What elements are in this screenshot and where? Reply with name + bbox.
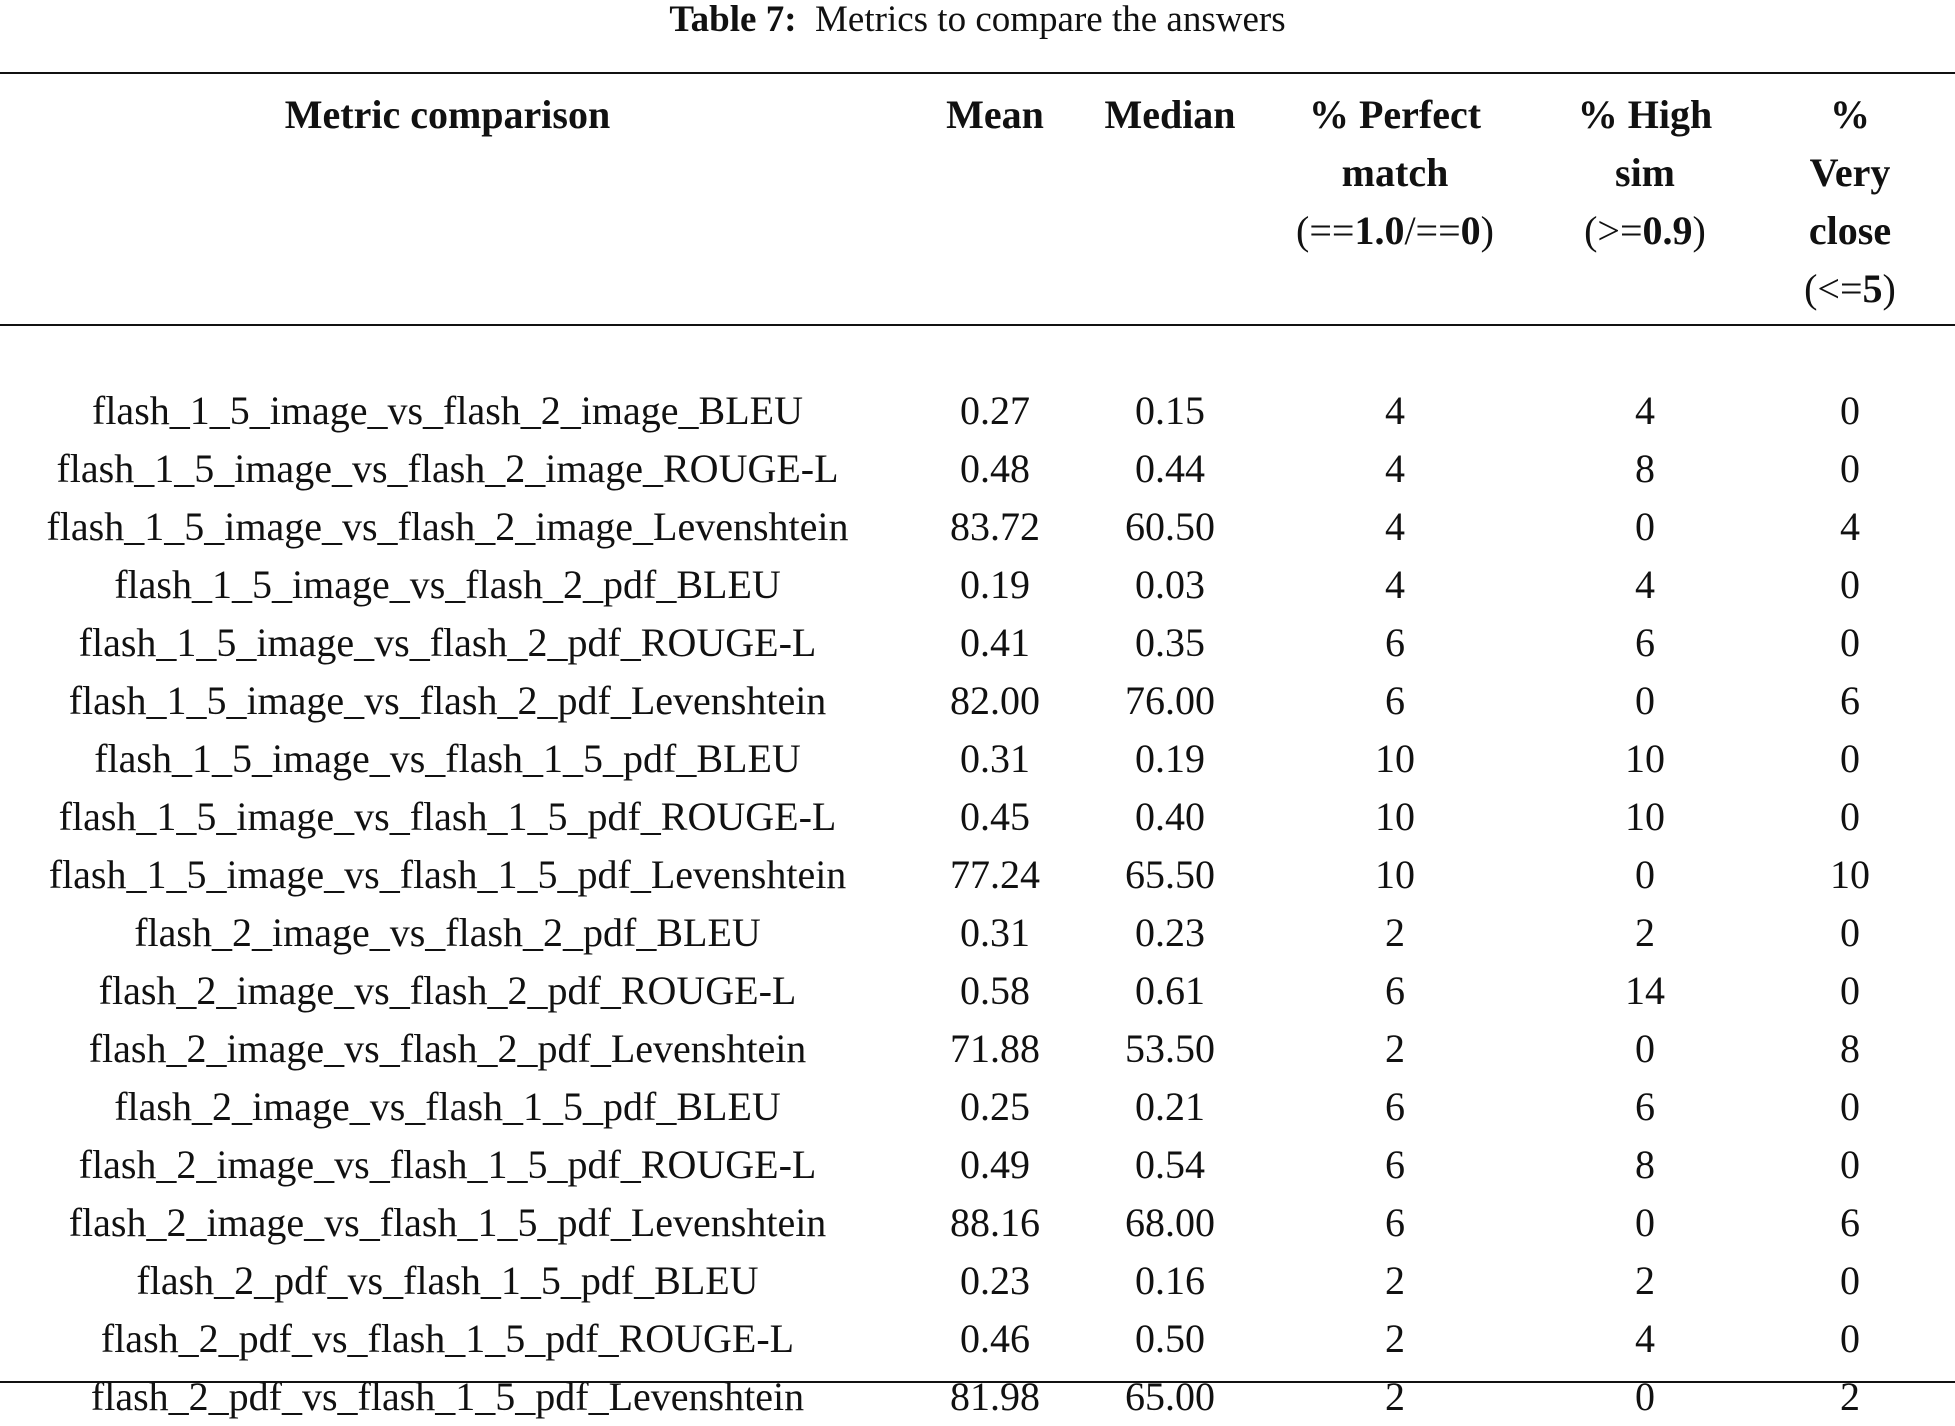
table-row	[0, 730, 1955, 788]
cell-close: 0	[1840, 620, 1860, 665]
cell-high: 8	[1635, 1142, 1655, 1187]
cell-close: 6	[1840, 1200, 1860, 1245]
cell-metric: flash_1_5_image_vs_flash_2_pdf_Levenshtein	[68, 678, 827, 723]
cell-close: 6	[1840, 678, 1860, 723]
cell-high: 2	[1635, 1258, 1655, 1303]
cell-perfect: 2	[1385, 910, 1405, 955]
cell-metric: flash_2_image_vs_flash_1_5_pdf_BLEU	[114, 1084, 781, 1129]
cell-metric: flash_1_5_image_vs_flash_1_5_pdf_Levenshtein	[48, 852, 847, 897]
cell-mean: 81.98	[950, 1374, 1040, 1419]
table-row	[0, 672, 1955, 730]
cell-metric: flash_1_5_image_vs_flash_2_image_ROUGE-L	[56, 446, 839, 491]
cell-median: 0.23	[1135, 910, 1205, 955]
cell-mean: 82.00	[950, 678, 1040, 723]
cell-median: 0.16	[1135, 1258, 1205, 1303]
cell-close: 0	[1840, 1258, 1860, 1303]
table-title: Metrics to compare the answers	[815, 0, 1286, 40]
table-row	[0, 556, 1955, 614]
cell-mean: 88.16	[950, 1200, 1040, 1245]
cell-mean: 0.49	[960, 1142, 1030, 1187]
cell-median: 0.50	[1135, 1316, 1205, 1361]
cell-perfect: 4	[1385, 388, 1405, 433]
cell-metric: flash_1_5_image_vs_flash_2_pdf_ROUGE-L	[78, 620, 817, 665]
cell-perfect: 4	[1385, 562, 1405, 607]
cell-close: 10	[1830, 852, 1870, 897]
col-header-very-close: % Very close (<=5)	[1804, 92, 1896, 311]
cell-mean: 0.31	[960, 736, 1030, 781]
cell-mean: 71.88	[950, 1026, 1040, 1071]
cell-high: 10	[1625, 794, 1665, 839]
cell-median: 53.50	[1125, 1026, 1215, 1071]
cell-median: 65.00	[1125, 1374, 1215, 1419]
cell-metric: flash_2_image_vs_flash_1_5_pdf_ROUGE-L	[78, 1142, 817, 1187]
cell-mean: 0.45	[960, 794, 1030, 839]
cell-high: 8	[1635, 446, 1655, 491]
cell-close: 0	[1840, 968, 1860, 1013]
table-row	[0, 962, 1955, 1020]
cell-close: 0	[1840, 1142, 1860, 1187]
cell-median: 0.15	[1135, 388, 1205, 433]
cell-median: 0.21	[1135, 1084, 1205, 1129]
cell-metric: flash_1_5_image_vs_flash_1_5_pdf_ROUGE-L	[58, 794, 837, 839]
cell-close: 0	[1840, 446, 1860, 491]
cell-median: 0.44	[1135, 446, 1205, 491]
cell-median: 68.00	[1125, 1200, 1215, 1245]
cell-median: 0.03	[1135, 562, 1205, 607]
cell-median: 0.19	[1135, 736, 1205, 781]
cell-perfect: 2	[1385, 1316, 1405, 1361]
cell-metric: flash_2_image_vs_flash_2_pdf_ROUGE-L	[98, 968, 797, 1013]
cell-median: 0.54	[1135, 1142, 1205, 1187]
cell-metric: flash_1_5_image_vs_flash_1_5_pdf_BLEU	[94, 736, 801, 781]
cell-close: 0	[1840, 1316, 1860, 1361]
cell-high: 4	[1635, 388, 1655, 433]
cell-metric: flash_1_5_image_vs_flash_2_pdf_BLEU	[114, 562, 781, 607]
cell-metric: flash_1_5_image_vs_flash_2_image_Levenshtein	[46, 504, 849, 549]
cell-metric: flash_2_image_vs_flash_2_pdf_BLEU	[134, 910, 761, 955]
cell-high: 4	[1635, 1316, 1655, 1361]
metrics-table	[0, 86, 1955, 1426]
table-row	[0, 440, 1955, 498]
cell-high: 14	[1625, 968, 1665, 1013]
cell-perfect: 2	[1385, 1026, 1405, 1071]
cell-high: 0	[1635, 1200, 1655, 1245]
table-row	[0, 1368, 1955, 1426]
cell-mean: 0.25	[960, 1084, 1030, 1129]
cell-perfect: 2	[1385, 1258, 1405, 1303]
cell-median: 0.35	[1135, 620, 1205, 665]
cell-mean: 0.23	[960, 1258, 1030, 1303]
cell-median: 60.50	[1125, 504, 1215, 549]
table-row	[0, 614, 1955, 672]
col-header-median: Median	[1104, 92, 1236, 137]
cell-median: 65.50	[1125, 852, 1215, 897]
cell-close: 0	[1840, 562, 1860, 607]
cell-perfect: 6	[1385, 1084, 1405, 1129]
col-header-perfect-match: % Perfect match (==1.0/==0)	[1296, 92, 1494, 253]
cell-high: 0	[1635, 504, 1655, 549]
cell-close: 0	[1840, 794, 1860, 839]
cell-perfect: 4	[1385, 446, 1405, 491]
cell-perfect: 6	[1385, 1142, 1405, 1187]
cell-high: 0	[1635, 1374, 1655, 1419]
cell-close: 0	[1840, 736, 1860, 781]
table-row	[0, 382, 1955, 440]
cell-mean: 0.46	[960, 1316, 1030, 1361]
cell-perfect: 2	[1385, 1374, 1405, 1419]
cell-high: 0	[1635, 852, 1655, 897]
cell-metric: flash_1_5_image_vs_flash_2_image_BLEU	[92, 388, 803, 433]
cell-metric: flash_2_pdf_vs_flash_1_5_pdf_BLEU	[136, 1258, 759, 1303]
cell-perfect: 10	[1375, 794, 1415, 839]
table-row	[0, 1020, 1955, 1078]
cell-mean: 0.48	[960, 446, 1030, 491]
cell-mean: 83.72	[950, 504, 1040, 549]
cell-close: 0	[1840, 910, 1860, 955]
top-rule	[0, 72, 1955, 74]
cell-perfect: 6	[1385, 1200, 1405, 1245]
cell-mean: 0.19	[960, 562, 1030, 607]
table-row	[0, 1194, 1955, 1252]
table-row	[0, 1078, 1955, 1136]
cell-median: 0.40	[1135, 794, 1205, 839]
header-spacer	[0, 324, 1955, 382]
header-row	[0, 86, 1955, 324]
cell-high: 0	[1635, 1026, 1655, 1071]
table-row	[0, 1252, 1955, 1310]
cell-perfect: 4	[1385, 504, 1405, 549]
cell-mean: 0.31	[960, 910, 1030, 955]
cell-high: 10	[1625, 736, 1665, 781]
cell-mean: 0.58	[960, 968, 1030, 1013]
cell-metric: flash_2_pdf_vs_flash_1_5_pdf_ROUGE-L	[100, 1316, 795, 1361]
cell-perfect: 6	[1385, 968, 1405, 1013]
cell-perfect: 10	[1375, 852, 1415, 897]
table-label: Table 7:	[669, 0, 797, 40]
col-header-metric: Metric comparison	[284, 92, 611, 137]
cell-metric: flash_2_image_vs_flash_2_pdf_Levenshtein	[88, 1026, 807, 1071]
col-header-mean: Mean	[946, 92, 1044, 137]
cell-high: 0	[1635, 678, 1655, 723]
cell-metric: flash_2_image_vs_flash_1_5_pdf_Levenshtein	[68, 1200, 827, 1245]
table-row	[0, 788, 1955, 846]
cell-median: 76.00	[1125, 678, 1215, 723]
cell-close: 8	[1840, 1026, 1860, 1071]
cell-metric: flash_2_pdf_vs_flash_1_5_pdf_Levenshtein	[90, 1374, 805, 1419]
cell-close: 0	[1840, 388, 1860, 433]
table-row	[0, 904, 1955, 962]
cell-high: 4	[1635, 562, 1655, 607]
cell-close: 0	[1840, 1084, 1860, 1129]
cell-median: 0.61	[1135, 968, 1205, 1013]
table-row	[0, 1136, 1955, 1194]
table-row	[0, 846, 1955, 904]
cell-high: 2	[1635, 910, 1655, 955]
cell-high: 6	[1635, 1084, 1655, 1129]
cell-mean: 0.41	[960, 620, 1030, 665]
cell-perfect: 10	[1375, 736, 1415, 781]
cell-perfect: 6	[1385, 678, 1405, 723]
table-caption	[0, 0, 1955, 40]
col-header-high-sim: % High sim (>=0.9)	[1577, 92, 1713, 253]
cell-mean: 77.24	[950, 852, 1040, 897]
cell-high: 6	[1635, 620, 1655, 665]
cell-close: 2	[1840, 1374, 1860, 1419]
table-row	[0, 498, 1955, 556]
cell-close: 4	[1840, 504, 1860, 549]
table-row	[0, 1310, 1955, 1368]
cell-perfect: 6	[1385, 620, 1405, 665]
cell-mean: 0.27	[960, 388, 1030, 433]
